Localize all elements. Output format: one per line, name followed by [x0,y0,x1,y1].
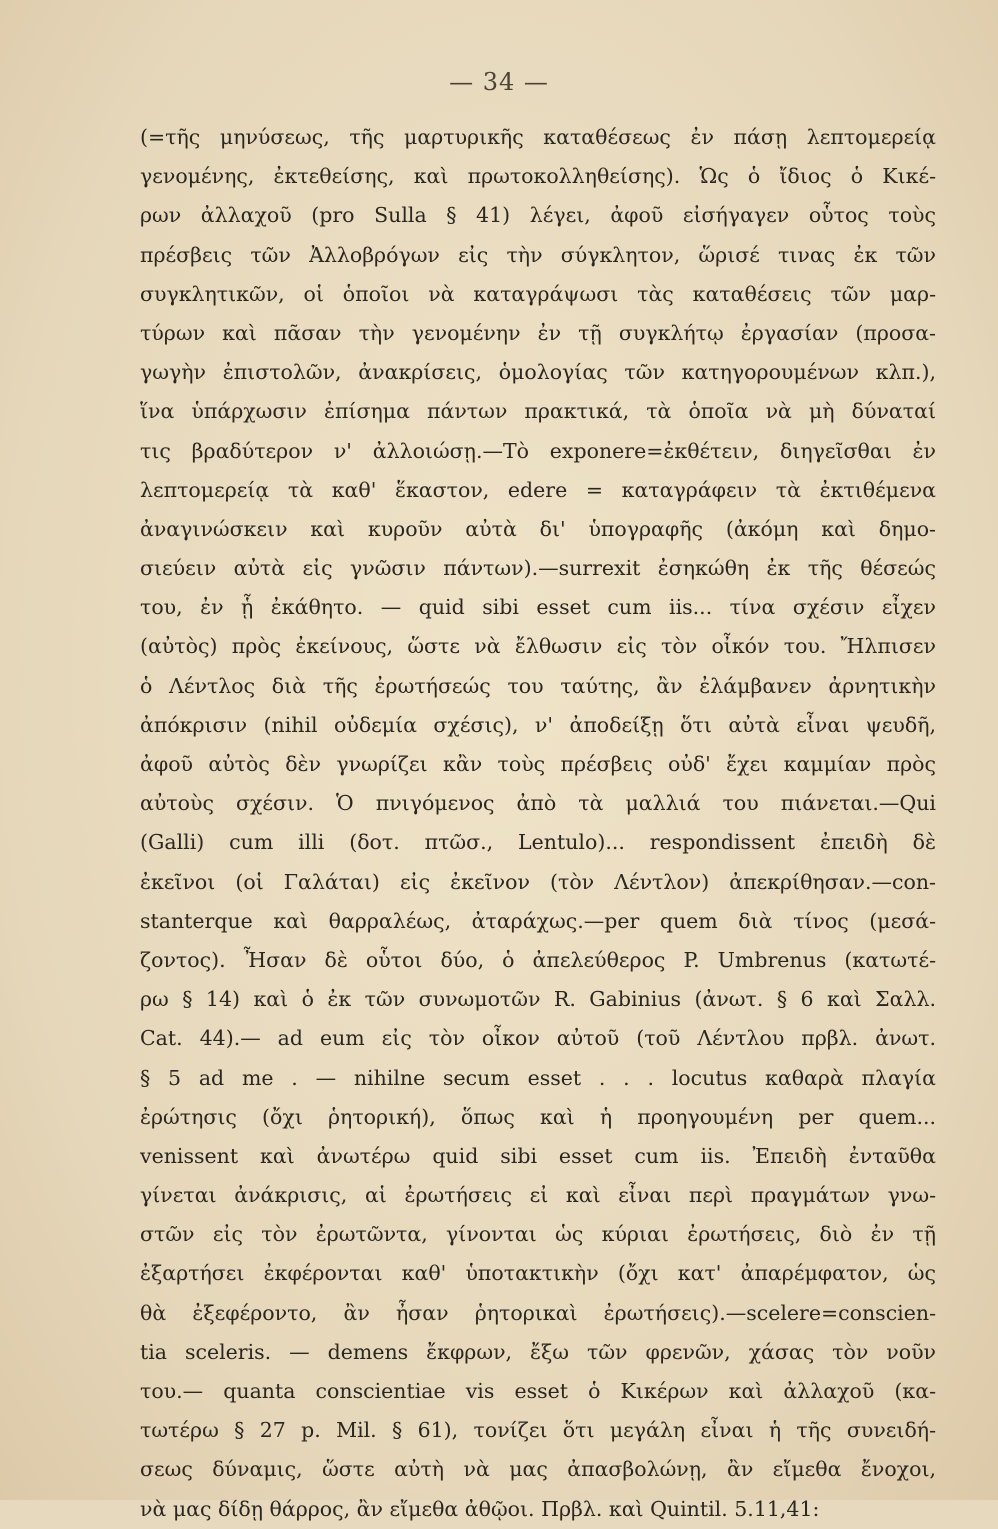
text-line: αὐτοὺς σχέσιν. Ὁ πνιγόμενος ἀπὸ τὰ μαλλιά του πιάνεται.—Qui [140,791,936,816]
text-line: ζοντος). Ἦσαν δὲ οὗτοι δύο, ὁ ἀπελεύθερος P. Umbrenus (κατωτέ- [140,947,936,972]
text-line: θὰ ἐξεφέροντο, ἂν ἦσαν ῥητορικαὶ ἐρωτήσεις).—scelere=conscien- [140,1300,936,1325]
text-line: (αὐτὸς) πρὸς ἐκείνους, ὥστε νὰ ἔλθωσιν εἰς τὸν οἶκόν του. Ἤλπισεν [140,634,936,659]
text-line: ἐρώτησις (ὄχι ῥητορική), ὅπως καὶ ἡ προηγουμένη per quem... [140,1104,936,1129]
text-line: ρω § 14) καὶ ὁ ἐκ τῶν συνωμοτῶν R. Gabinius (ἀνωτ. § 6 καὶ Σαλλ. [140,987,936,1012]
text-line: γενομένης, ἐκτεθείσης, καὶ πρωτοκολληθείσης). Ὡς ὁ ἴδιος ὁ Κικέ- [140,164,936,189]
text-line: ἵνα ὑπάρχωσιν ἐπίσημα πάντων πρακτικά, τὰ ὁποῖα νὰ μὴ δύναταί [140,399,936,424]
text-line: ἐκεῖνοι (οἱ Γαλάται) εἰς ἐκεῖνον (τὸν Λέντλον) ἀπεκρίθησαν.—con- [140,869,936,894]
text-line: τύρων καὶ πᾶσαν τὴν γενομένην ἐν τῇ συγκλήτῳ ἐργασίαν (προσα- [140,320,936,345]
text-line: γωγὴν ἐπιστολῶν, ἀνακρίσεις, ὁμολογίας τῶν κατηγορουμένων κλπ.), [140,360,936,385]
text-line: τις βραδύτερον ν' ἀλλοιώσῃ.—Τὸ exponere=ἐκθέτειν, διηγεῖσθαι ἐν [140,438,936,463]
text-line: συγκλητικῶν, οἱ ὁποῖοι νὰ καταγράψωσι τὰς καταθέσεις τῶν μαρ- [140,281,936,306]
text-line: πρέσβεις τῶν Ἀλλοβρόγων εἰς τὴν σύγκλητον, ὥρισέ τινας ἐκ τῶν [140,242,936,267]
text-line: ἀφοῦ αὐτὸς δὲν γνωρίζει κἂν τοὺς πρέσβεις οὐδ' ἔχει καμμίαν πρὸς [140,752,936,776]
text-line: γίνεται ἀνάκρισις, αἱ ἐρωτήσεις εἰ καὶ εἶναι περὶ πραγμάτων γνω- [140,1183,936,1208]
text-line: ἀπόκρισιν (nihil οὐδεμία σχέσις), ν' ἀποδείξῃ ὅτι αὐτὰ εἶναι ψευδῆ, [140,712,936,737]
text-line: ἀναγινώσκειν καὶ κυροῦν αὐτὰ δι' ὑπογραφῆς (ἀκόμη καὶ δημο- [140,516,936,541]
text-line: σιεύειν αὐτὰ εἰς γνῶσιν πάντων).—surrexit ἐσηκώθη ἐκ τῆς θέσεώς [140,556,936,581]
text-line: tia sceleris. — demens ἔκφρων, ἔξω τῶν φρενῶν, χάσας τὸν νοῦν [140,1339,936,1364]
text-line: § 5 ad me . — nihilne secum esset . . . locutus καθαρὰ πλαγία [140,1065,936,1090]
text-line: venissent καὶ ἀνωτέρω quid sibi esset cum iis. Ἐπειδὴ ἐνταῦθα [140,1143,936,1168]
text-line: σεως δύναμις, ὥστε αὐτὴ νὰ μας ἀπασβολώνῃ, ἂν εἴμεθα ἔνοχοι, [140,1457,936,1482]
text-line: Cat. 44).— ad eum εἰς τὸν οἶκον αὐτοῦ (τοῦ Λέντλου πρβλ. ἀνωτ. [140,1026,936,1051]
text-line: (=τῆς μηνύσεως, τῆς μαρτυρικῆς καταθέσεως ἐν πάσῃ λεπτομερείᾳ [140,125,936,149]
text-line: ὁ Λέντλος διὰ τῆς ἐρωτήσεώς του ταύτης, ἂν ἐλάμβανεν ἀρνητικὴν [140,673,936,698]
text-line: λεπτομερείᾳ τὰ καθ' ἕκαστον, edere = καταγράφειν τὰ ἐκτιθέμενα [140,477,936,502]
page-number: — 34 — [449,68,549,96]
text-line: stanterque καὶ θαρραλέως, ἀταράχως.—per quem διὰ τίνος (μεσά- [140,908,936,933]
text-line: ἐξαρτήσει ἐκφέρονται καθ' ὑποτακτικὴν (ὄχι κατ' ἀπαρέμφατον, ὡς [140,1261,936,1286]
text-line: του, ἐν ᾗ ἐκάθητο. — quid sibi esset cum iis... τίνα σχέσιν εἶχεν [140,595,936,620]
body-text [140,118,936,1529]
text-line: του.— quanta conscientiae vis esset ὁ Κικέρων καὶ ἀλλαχοῦ (κα- [140,1379,936,1403]
text-line: (Galli) cum illi (δοτ. πτῶσ., Lentulo)... respondissent ἐπειδὴ δὲ [140,830,936,855]
text-line: τωτέρω § 27 p. Mil. § 61), τονίζει ὅτι μεγάλη εἶναι ἡ τῆς συνειδή- [140,1418,936,1443]
text-line: ρων ἀλλαχοῦ (pro Sulla § 41) λέγει, ἀφοῦ εἰσήγαγεν οὗτος τοὺς [140,203,936,228]
text-line: νὰ μας δίδῃ θάρρος, ἂν εἴμεθα ἀθῷοι. Πρβλ. καὶ Quintil. 5.11,41: [140,1496,820,1521]
text-line: στῶν εἰς τὸν ἐρωτῶντα, γίνονται ὡς κύριαι ἐρωτήσεις, διὸ ἐν τῇ [140,1222,936,1247]
